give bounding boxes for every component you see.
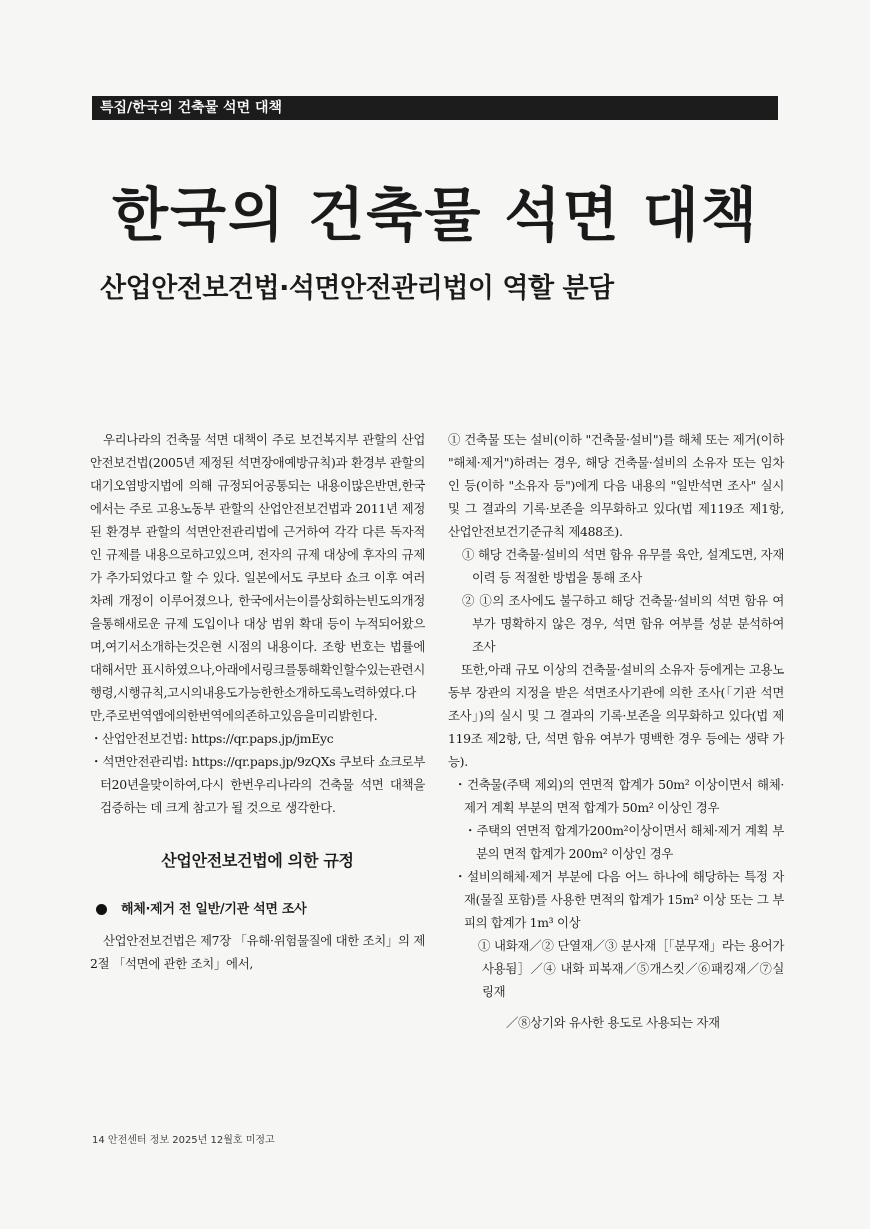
section-heading: 산업안전보건법에 의한 규정 — [161, 851, 354, 870]
section-tag-bar — [92, 96, 778, 120]
bullet-dot-icon — [96, 904, 107, 915]
sub-heading — [90, 898, 425, 921]
condition-building: ・건축물(주택 제외)의 연면적 합계가 50m² 이상이면서 해체·제거 계획 부분의 면적 합계가 50m² 이상인 경우 — [454, 777, 784, 815]
material-list: ① 내화재／② 단열재／③ 분사재［「분무재」라는 용어가 사용됨］／④ 내화 피복재／⑤개스킷／⑥패킹재／⑦실링재 — [478, 938, 784, 999]
condition-housing: ・주택의 연면적 합계가200m²이상이면서 해체·제거 계획 부분의 면적 합계가 200m² 이상인 경우 — [464, 823, 784, 861]
page-title: 한국의 건축물 석면 대책 — [112, 181, 759, 249]
law-link-asbestos: ・석면안전관리법: https://qr.paps.jp/9zQXs 쿠보타 쇼크로부터20년을맞이하여,다시 한번우리나라의 건축물 석면 대책을검증하는 데 크게 참고가 될 것으로 생각한다. — [90, 754, 425, 815]
page-footer: 14 안전센터 정보 2025년 12월호 미정고 — [92, 1135, 275, 1146]
condition-equipment: ・설비의해체·제거 부분에 다음 어느 하나에 해당하는 특정 자재(물질 포함)를 사용한 면적의 합계가 15m² 이상 또는 그 부피의 합계가 1m³ 이상 — [454, 869, 784, 930]
material-list-last: ／⑧상기와 유사한 용도로 사용되는 자재 — [506, 1015, 720, 1030]
right-column — [448, 428, 784, 1034]
institutional-survey-paragraph: 또한,아래 규모 이상의 건축물·설비의 소유자 등에게는 고용노동부 장관의 지정을 받은 석면조사기관에 의한 조사(「기관 석면조사」)의 실시 및 그 결과의 기록·보존을 의무화하고 있다(법 제119조 제2항, 단, 석면 함유 여부가 명백한 경우 등에는 생략 가능). — [448, 662, 784, 769]
sub-heading-text: 해체·제거 전 일반/기관 석면 조사 — [121, 902, 307, 917]
left-column — [90, 428, 425, 975]
law-link-ohs: ・산업안전보건법: https://qr.paps.jp/jmEyc — [90, 731, 334, 746]
clause-1: ① 건축물 또는 설비(이하 "건축물·설비")를 해체 또는 제거(이하 "해체·제거")하려는 경우, 해당 건축물·설비의 소유자 또는 임차인 등(이하 "소유자 등")에게 다음 내용의 "일반석면 조사" 실시 및 그 결과의 기록·보존을 의무화하고 있다(법 제119조 제1항, 산업안전보건기준규칙 제488조). — [448, 432, 784, 539]
body-paragraph: 산업안전보건법은 제7장 「유해·위험물질에 대한 조치」의 제2절 「석면에 관한 조치」에서, — [90, 933, 425, 971]
page-subtitle: 산업안전보건법·석면안전관리법이 역할 분담 — [100, 273, 614, 304]
section-tag: 특집/한국의 건축물 석면 대책 — [100, 100, 283, 116]
clause-1-2: ② ①의 조사에도 불구하고 해당 건축물·설비의 석면 함유 여부가 명확하지 않은 경우, 석면 함유 여부를 성분 분석하여 조사 — [462, 593, 784, 654]
clause-1-1: ① 해당 건축물·설비의 석면 함유 유무를 육안, 설계도면, 자재 이력 등 적절한 방법을 통해 조사 — [462, 547, 784, 585]
intro-paragraph: 우리나라의 건축물 석면 대책이 주로 보건복지부 관할의 산업안전보건법(2005년 제정된 석면장애예방규칙)과 환경부 관할의 대기오염방지법에 의해 규정되어공통되는 내용이많은반면,한국에서는 주로 고용노동부 관할의 산업안전보건법과 2011년 제정된 환경부 관할의 석면안전관리법에 근거하여 각각 다른 독자적인 규제를 내용으로하고있으며, 전자의 규제 대상에 후자의 규제가 추가되었다고 할 수 있다. 일본에서도 쿠보타 쇼크 이후 여러 차례 개정이 이루어졌으나, 한국에서는이를상회하는빈도의개정을통해새로운 규제 도입이나 대상 범위 확대 등이 누적되어왔으며,여기서소개하는것은현 시점의 내용이다. 조항 번호는 법률에 대해서만 표시하였으나,아래에서링크를통해확인할수있는관련시행령,시행규칙,고시의내용도가능한한소개하도록노력하였다.다만,주로번역앱에의한번역에의존하고있음을미리밝힌다. — [90, 432, 425, 723]
